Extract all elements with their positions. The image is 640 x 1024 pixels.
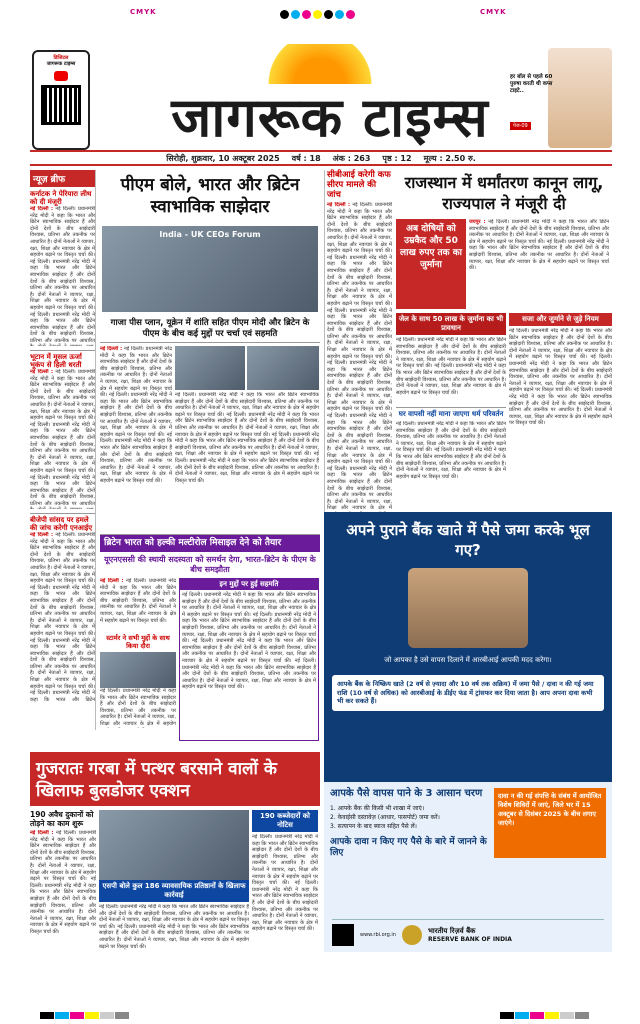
rbi-ad-note: आपके बैंक के निष्क्रिय खाते (2 वर्ष से ज़्यादा और 10 वर्ष तक अक्रिय) में जमा पैसे / दावा न की गई जमा राशि (10 वर्ष से अधिक) को आरबीआई के डीईए फंड में ट्रांसफर कर दिया जाता है। आप अपना दावा कभी भी कर सकते हैं। [332,675,604,711]
rbi-ad-top [324,512,612,782]
masthead-title: जागरूक टाइम्स [171,85,489,149]
brief-body-2: नई दिल्ली : नई दिल्ली। प्रधानमंत्री नरेंद्र मोदी ने कहा कि भारत और ब्रिटेन स्वाभाविक साझेदार हैं और दोनों देशों के बीच साझेदारी विश्वास, प्रतिभा और तकनीक पर आधारित है। दोनों नेताओं ने व्यापार, रक्षा, शिक्षा और नवाचार के क्षेत्र में सहयोग बढ़ाने पर विस्तृत चर्चा की। नई दिल्ली। प्रधानमंत्री नरेंद्र मोदी ने कहा कि भारत और ब्रिटेन स्वाभाविक साझेदार हैं और दोनों देशों के बीच साझेदारी विश्वास, प्रतिभा और तकनीक पर आधारित है। दोनों नेताओं ने व्यापार, रक्षा, शिक्षा और नवाचार के क्षेत्र में सहयोग बढ़ाने पर विस्तृत चर्चा की। नई दिल्ली। प्रधानमंत्री नरेंद्र मोदी ने कहा कि भारत और ब्रिटेन स्वाभाविक साझेदार हैं और दोनों देशों के बीच साझेदारी विश्वास, प्रतिभा और तकनीक पर आधारित [30,369,95,507]
garba-notice-body: नई दिल्ली। प्रधानमंत्री नरेंद्र मोदी ने कहा कि भारत और ब्रिटेन स्वाभाविक साझेदार हैं और दोनों देशों के बीच साझेदारी विश्वास, प्रतिभा और तकनीक पर आधारित है। दोनों नेताओं ने व्यापार, रक्षा, शिक्षा और नवाचार के क्षेत्र में सहयोग बढ़ाने पर विस्तृत चर्चा की। नई दिल्ली। प्रधानमंत्री नरेंद्र मोदी ने कहा कि भारत और ब्रिटेन स्वाभाविक साझेदार हैं और दोनों देशों के बीच साझेदारी विश्वास, प्रतिभा और तकनीक पर आधारित है। दोनों नेताओं ने व्यापार, रक्षा, शिक्षा और नवाचार के क्षेत्र में सहयोग बढ़ाने पर विस्तृत चर्चा की। [252,834,318,933]
rajasthan-highlight: अब दोषियों को उम्रकैद और 50 लाख रुपए तक का जुर्माना [396,219,466,309]
dateline-year: वर्ष : 18 [291,153,321,163]
youtube-icon [54,71,68,81]
rajasthan-box1-body: नई दिल्ली। प्रधानमंत्री नरेंद्र मोदी ने कहा कि भारत और ब्रिटेन स्वाभाविक साझेदार हैं और दोनों देशों के बीच साझेदारी विश्वास, प्रतिभा और तकनीक पर आधारित है। दोनों नेताओं ने व्यापार, रक्षा, शिक्षा और नवाचार के क्षेत्र में सहयोग बढ़ाने पर विस्तृत चर्चा की। नई दिल्ली। प्रधानमंत्री नरेंद्र मोदी ने कहा कि भारत और ब्रिटेन स्वाभाविक साझेदार हैं और दोनों देशों के बीच साझेदारी विश्वास, प्रतिभा और तकनीक पर आधारित है। दोनों नेताओं ने व्यापार, रक्षा, शिक्षा और नवाचार के क्षेत्र में सहयोग बढ़ाने पर विस्तृत चर्चा की। [396,337,506,396]
rbi-ad-question: अपने पुराने बैंक खाते में पैसे जमा करके भूल गए? [346,521,590,559]
rajasthan-box2-body: नई दिल्ली। प्रधानमंत्री नरेंद्र मोदी ने कहा कि भारत और ब्रिटेन स्वाभाविक साझेदार हैं और दोनों देशों के बीच साझेदारी विश्वास, प्रतिभा और तकनीक पर आधारित है। दोनों नेताओं ने व्यापार, रक्षा, शिक्षा और नवाचार के क्षेत्र में सहयोग बढ़ाने पर विस्तृत चर्चा की। नई दिल्ली। प्रधानमंत्री नरेंद्र मोदी ने कहा कि भारत और ब्रिटेन स्वाभाविक साझेदार हैं और दोनों देशों के बीच साझेदारी विश्वास, प्रतिभा और तकनीक पर आधारित है। दोनों नेताओं ने व्यापार, रक्षा, शिक्षा और नवाचार के क्षेत्र में सहयोग बढ़ाने पर विस्तृत चर्चा की। [396,421,506,480]
rajasthan-box2-title: घर वापसी नहीं माना जाएगा धर्म परिवर्तन [396,407,506,421]
missile-body: नई दिल्ली : नई दिल्ली। प्रधानमंत्री नरेंद्र मोदी ने कहा कि भारत और ब्रिटेन स्वाभाविक साझेदार हैं और दोनों देशों के बीच साझेदारी विश्वास, प्रतिभा और तकनीक पर आधारित है। दोनों नेताओं ने व्यापार, रक्षा, शिक्षा और नवाचार के क्षेत्र में सहयोग बढ़ाने पर विस्तृत चर्चा की। [100,578,176,624]
missile-subhead: यूएनएससी की स्थायी सदस्यता को समर्थन देगा, भारत-ब्रिटेन के पीएम के बीच समझौता [104,555,316,574]
rbi-udgam-title: आपके दावा न किए गए पैसे के बारे में जानने के लिए [330,837,487,858]
lead-body-col2: नई दिल्ली। प्रधानमंत्री नरेंद्र मोदी ने कहा कि भारत और ब्रिटेन स्वाभाविक साझेदार हैं और दोनों देशों के बीच साझेदारी विश्वास, प्रतिभा और तकनीक पर आधारित है। दोनों नेताओं ने व्यापार, रक्षा, शिक्षा और नवाचार के क्षेत्र में सहयोग बढ़ाने पर विस्तृत चर्चा की। नई दिल्ली। प्रधानमंत्री नरेंद्र मोदी ने कहा कि भारत और ब्रिटेन स्वाभाविक साझेदार हैं और दोनों देशों के बीच साझेदारी विश्वास, प्रतिभा और तकनीक पर आधारित है। दोनों नेताओं ने व्यापार, रक्षा, शिक्षा और नवाचार के क्षेत्र में सहयोग बढ़ाने पर विस्तृत चर्चा की। नई दिल्ली। प्रधानमंत्री नरेंद्र मोदी ने कहा कि भारत और ब्रिटेन स्वाभाविक साझेदार हैं और दोनों देशों के बीच साझेदारी विश्वास, प्रतिभा और तकनीक पर आधारित है। दोनों नेताओं ने व्यापार, रक्षा, शिक्षा और नवाचार के क्षेत्र में सहयोग बढ़ाने पर विस्तृत चर्चा की। नई दिल्ली। प्रधानमंत्री नरेंद्र मोदी ने कहा कि भारत और ब्रिटेन स्वाभाविक साझेदार हैं और दोनों देशों के बीच साझेदारी विश्वास, प्रतिभा और तकनीक पर आधारित है। दोनों नेताओं ने व्यापार, रक्षा, शिक्षा और नवाचार के क्षेत्र में सहयोग बढ़ाने पर विस्तृत चर्चा की। [175,392,319,484]
qr-panel [32,50,90,150]
rbi-qr-icon [332,924,354,946]
rbi-step-2: 2. केवाईसी दस्तावेज़ (आधार, पासपोर्ट) जमा करें। [330,814,440,821]
rbi-name-en: RESERVE BANK OF INDIA [427,936,512,943]
lead-subhead: गाजा पीस प्लान, यूक्रेन में शांति सहित पीएम मोदी और ब्रिटेन के पीएम के बीच कई मुद्दों पर चर्चा एवं सहमति [100,316,320,343]
brief-body-1: नई दिल्ली : नई दिल्ली। प्रधानमंत्री नरेंद्र मोदी ने कहा कि भारत और ब्रिटेन स्वाभाविक साझेदार हैं और दोनों देशों के बीच साझेदारी विश्वास, प्रतिभा और तकनीक पर आधारित है। दोनों नेताओं ने व्यापार, रक्षा, शिक्षा और नवाचार के क्षेत्र में सहयोग बढ़ाने पर विस्तृत चर्चा की। नई दिल्ली। प्रधानमंत्री नरेंद्र मोदी ने कहा कि भारत और ब्रिटेन स्वाभाविक साझेदार हैं और दोनों देशों के बीच साझेदारी विश्वास, प्रतिभा और तकनीक पर आधारित है। दोनों नेताओं ने व्यापार, रक्षा, शिक्षा और नवाचार के क्षेत्र में सहयोग बढ़ाने पर विस्तृत चर्चा की। नई दिल्ली। प्रधानमंत्री नरेंद्र मोदी ने कहा कि भारत और ब्रिटेन स्वाभाविक साझेदार हैं और दोनों देशों के बीच साझेदारी विश्वास, प्रतिभा और तकनीक पर आधारित [30,206,95,344]
qr-code-icon [41,85,81,125]
lead-story [100,170,320,530]
color-dots-top [280,4,357,23]
rbi-step-1: 1. आपके बैंक की किसी भी शाखा में जाएं। [330,805,425,812]
side-promo-photo [548,48,612,148]
garba-story [30,752,320,972]
dateline-issue: अंक : 263 [332,153,371,163]
lead-body-col1: नई दिल्ली : नई दिल्ली। प्रधानमंत्री नरेंद्र मोदी ने कहा कि भारत और ब्रिटेन स्वाभाविक साझेदार हैं और दोनों देशों के बीच साझेदारी विश्वास, प्रतिभा और तकनीक पर आधारित है। दोनों नेताओं ने व्यापार, रक्षा, शिक्षा और नवाचार के क्षेत्र में सहयोग बढ़ाने पर विस्तृत चर्चा की। नई दिल्ली। प्रधानमंत्री नरेंद्र मोदी ने कहा कि भारत और ब्रिटेन स्वाभाविक साझेदार हैं और दोनों देशों के बीच साझेदारी विश्वास, प्रतिभा और तकनीक पर आधारित है। दोनों नेताओं ने व्यापार, रक्षा, शिक्षा और नवाचार के क्षेत्र में सहयोग बढ़ाने पर विस्तृत चर्चा की। नई दिल्ली। प्रधानमंत्री नरेंद्र मोदी ने कहा कि भारत और ब्रिटेन स्वाभाविक साझेदार हैं और दोनों देशों के बीच साझेदारी विश्वास, प्रतिभा और तकनीक पर आधारित है। दोनों नेताओं ने व्यापार, रक्षा, शिक्षा और नवाचार के क्षेत्र में सहयोग बढ़ाने पर विस्तृत चर्चा की। [100,346,172,484]
rajasthan-title: राजस्थान में धर्मांतरण कानून लागू, राज्यपाल ने मंजूरी दी [404,173,604,213]
color-bar-right [500,1004,590,1023]
rbi-name: भारतीय रिज़र्व बैंक [427,927,476,935]
lead-photo-caption: India - UK CEOs Forum [159,230,261,239]
rbi-ad-sub: जो आपका है उसे वापस दिलाने में आरबीआई आपकी मदद करेगा। [384,656,552,664]
brief-body-3: नई दिल्ली : नई दिल्ली। प्रधानमंत्री नरेंद्र मोदी ने कहा कि भारत और ब्रिटेन स्वाभाविक साझेदार हैं और दोनों देशों के बीच साझेदारी विश्वास, प्रतिभा और तकनीक पर आधारित है। दोनों नेताओं ने व्यापार, रक्षा, शिक्षा और नवाचार के क्षेत्र में सहयोग बढ़ाने पर विस्तृत चर्चा की। नई दिल्ली। प्रधानमंत्री नरेंद्र मोदी ने कहा कि भारत और ब्रिटेन स्वाभाविक साझेदार हैं और दोनों देशों के बीच साझेदारी विश्वास, प्रतिभा और तकनीक पर आधारित है। दोनों नेताओं ने व्यापार, रक्षा, शिक्षा और नवाचार के क्षेत्र में सहयोग बढ़ाने पर विस्तृत चर्चा की। नई दिल्ली। प्रधानमंत्री नरेंद्र मोदी ने कहा कि भारत और ब्रिटेन स्वाभाविक साझेदार हैं और दोनों देशों के बीच साझेदारी विश्वास, प्रतिभा और तकनीक पर आधारित है। दोनों नेताओं ने व्यापार, रक्षा, शिक्षा और नवाचार के क्षेत्र में सहयोग बढ़ाने पर विस्तृत चर्चा की। नई दिल्ली। प्रधानमंत्री नरेंद्र मोदी ने कहा कि भारत और ब्रिटेन [30,532,95,702]
garba-notice-title: 190 कब्जेदारों को नोटिस [252,810,318,832]
missile-body-2: नई दिल्ली। प्रधानमंत्री नरेंद्र मोदी ने कहा कि भारत और ब्रिटेन स्वाभाविक साझेदार हैं और दोनों देशों के बीच साझेदारी विश्वास, प्रतिभा और तकनीक पर आधारित है। दोनों नेताओं ने व्यापार, रक्षा, शिक्षा और नवाचार के क्षेत्र में सहयोग [100,688,176,727]
cbi-body: नई दिल्ली : नई दिल्ली। प्रधानमंत्री नरेंद्र मोदी ने कहा कि भारत और ब्रिटेन स्वाभाविक साझेदार हैं और दोनों देशों के बीच साझेदारी विश्वास, प्रतिभा और तकनीक पर आधारित है। दोनों नेताओं ने व्यापार, रक्षा, शिक्षा और नवाचार के क्षेत्र में सहयोग बढ़ाने पर विस्तृत चर्चा की। नई दिल्ली। प्रधानमंत्री नरेंद्र मोदी ने कहा कि भारत और ब्रिटेन स्वाभाविक साझेदार हैं और दोनों देशों के बीच साझेदारी विश्वास, प्रतिभा और तकनीक पर आधारित है। दोनों नेताओं ने व्यापार, रक्षा, शिक्षा और नवाचार के क्षेत्र में सहयोग बढ़ाने पर विस्तृत चर्चा की। नई दिल्ली। प्रधानमंत्री नरेंद्र मोदी ने कहा कि भारत और ब्रिटेन स्वाभाविक साझेदार हैं और दोनों देशों के बीच साझेदारी विश्वास, प्रतिभा और तकनीक पर आधारित है। दोनों नेताओं ने व्यापार, रक्षा, शिक्षा और नवाचार के क्षेत्र में सहयोग बढ़ाने पर विस्तृत चर्चा की। नई दिल्ली। प्रधानमंत्री नरेंद्र मोदी ने कहा कि भारत और ब्रिटेन स्वाभाविक साझेदार हैं और दोनों देशों के बीच साझेदारी विश्वास, प्रतिभा और तकनीक पर आधारित है। दोनों नेताओं ने व्यापार, रक्षा, शिक्षा और नवाचार के क्षेत्र में सहयोग बढ़ाने पर विस्तृत चर्चा की। नई दिल्ली। प्रधानमंत्री नरेंद्र मोदी ने कहा कि भारत और ब्रिटेन स्वाभाविक साझेदार हैं और दोनों देशों के बीच साझेदारी विश्वास, प्रतिभा और तकनीक पर आधारित है। दोनों नेताओं ने व्यापार, रक्षा, शिक्षा और नवाचार के क्षेत्र में सहयोग बढ़ाने पर विस्तृत चर्चा की। नई दिल्ली। प्रधानमंत्री नरेंद्र मोदी ने कहा कि भारत और ब्रिटेन स्वाभाविक साझेदार हैं और दोनों देशों के बीच साझेदारी विश्वास, प्रतिभा और तकनीक पर आधारित है। दोनों नेताओं ने व्यापार, रक्षा, शिक्षा और नवाचार के क्षेत्र में [327,202,392,512]
rbi-camp-box: दावा न की गई संपत्ति के संबंध में आयोजित विशेष शिविरों में जाएं, जिले भर में 15 अक्टूबर से दिसंबर 2025 के बीच लगाए जाएंगे। [494,788,606,858]
lead-photo [102,226,318,312]
rajasthan-box3-body: नई दिल्ली। प्रधानमंत्री नरेंद्र मोदी ने कहा कि भारत और ब्रिटेन स्वाभाविक साझेदार हैं और दोनों देशों के बीच साझेदारी विश्वास, प्रतिभा और तकनीक पर आधारित है। दोनों नेताओं ने व्यापार, रक्षा, शिक्षा और नवाचार के क्षेत्र में सहयोग बढ़ाने पर विस्तृत चर्चा की। नई दिल्ली। प्रधानमंत्री नरेंद्र मोदी ने कहा कि भारत और ब्रिटेन स्वाभाविक साझेदार हैं और दोनों देशों के बीच साझेदारी विश्वास, प्रतिभा और तकनीक पर आधारित है। दोनों नेताओं ने व्यापार, रक्षा, शिक्षा और नवाचार के क्षेत्र में सहयोग बढ़ाने पर विस्तृत चर्चा की। नई दिल्ली। प्रधानमंत्री नरेंद्र मोदी ने कहा कि भारत और ब्रिटेन स्वाभाविक साझेदार हैं और दोनों देशों के बीच साझेदारी विश्वास, प्रतिभा और तकनीक पर आधारित है। दोनों नेताओं ने व्यापार, रक्षा, शिक्षा और नवाचार के क्षेत्र में सहयोग बढ़ाने पर विस्तृत चर्चा की। [509,328,612,427]
lead-photo-3 [247,346,319,390]
garba-side-title: 190 अवैध दुकानों को तोड़ने का काम शुरू [30,810,94,828]
rbi-seal-icon [402,925,422,945]
news-brief-label: न्यूज़ ब्रीफ [30,170,95,187]
brief-title-2: भूटान में मूसल ऊर्जा भूकंप से हिली धरती [30,350,95,369]
side-promo-text: हर बॉल से पहले 60 पुरुषा करती थी कप्स टाइटे.. [510,74,553,94]
cmyk-mark-right: CMYK [480,8,507,16]
missile-points-title: इन मुद्दों पर हुई सहमति [180,579,318,590]
garba-side-body: नई दिल्ली : नई दिल्ली। प्रधानमंत्री नरेंद्र मोदी ने कहा कि भारत और ब्रिटेन स्वाभाविक साझेदार हैं और दोनों देशों के बीच साझेदारी विश्वास, प्रतिभा और तकनीक पर आधारित है। दोनों नेताओं ने व्यापार, रक्षा, शिक्षा और नवाचार के क्षेत्र में सहयोग बढ़ाने पर विस्तृत चर्चा की। नई दिल्ली। प्रधानमंत्री नरेंद्र मोदी ने कहा कि भारत और ब्रिटेन स्वाभाविक साझेदार हैं और दोनों देशों के बीच साझेदारी विश्वास, प्रतिभा और तकनीक पर आधारित है। दोनों नेताओं ने व्यापार, रक्षा, शिक्षा और नवाचार के क्षेत्र में सहयोग बढ़ाने पर विस्तृत चर्चा की। [30,830,96,935]
lead-title: पीएम बोले, भारत और ब्रिटेन स्वाभाविक साझेदार [120,175,300,217]
rajasthan-body: जयपुर : नई दिल्ली। प्रधानमंत्री नरेंद्र मोदी ने कहा कि भारत और ब्रिटेन स्वाभाविक साझेदार हैं और दोनों देशों के बीच साझेदारी विश्वास, प्रतिभा और तकनीक पर आधारित है। दोनों नेताओं ने व्यापार, रक्षा, शिक्षा और नवाचार के क्षेत्र में सहयोग बढ़ाने पर विस्तृत चर्चा की। नई दिल्ली। प्रधानमंत्री नरेंद्र मोदी ने कहा कि भारत और ब्रिटेन स्वाभाविक साझेदार हैं और दोनों देशों के बीच साझेदारी विश्वास, प्रतिभा और तकनीक पर आधारित है। दोनों नेताओं ने व्यापार, रक्षा, शिक्षा और नवाचार के क्षेत्र में सहयोग बढ़ाने पर विस्तृत चर्चा की। [469,219,609,272]
lead-photo-2 [175,346,245,390]
missile-band: ब्रिटेन भारत को हल्की मल्टीरोल मिसाइल देने को तैयार [100,535,320,552]
missile-points-body: नई दिल्ली। प्रधानमंत्री नरेंद्र मोदी ने कहा कि भारत और ब्रिटेन स्वाभाविक साझेदार हैं और दोनों देशों के बीच साझेदारी विश्वास, प्रतिभा और तकनीक पर आधारित है। दोनों नेताओं ने व्यापार, रक्षा, शिक्षा और नवाचार के क्षेत्र में सहयोग बढ़ाने पर विस्तृत चर्चा की। नई दिल्ली। प्रधानमंत्री नरेंद्र मोदी ने कहा कि भारत और ब्रिटेन स्वाभाविक साझेदार हैं और दोनों देशों के बीच साझेदारी विश्वास, प्रतिभा और तकनीक पर आधारित है। दोनों नेताओं ने व्यापार, रक्षा, शिक्षा और नवाचार के क्षेत्र में सहयोग बढ़ाने पर विस्तृत चर्चा की। नई दिल्ली। प्रधानमंत्री नरेंद्र मोदी ने कहा कि भारत और ब्रिटेन स्वाभाविक साझेदार हैं और दोनों देशों के बीच साझेदारी विश्वास, प्रतिभा और तकनीक पर आधारित है। दोनों नेताओं ने व्यापार, रक्षा, शिक्षा और नवाचार के क्षेत्र में सहयोग बढ़ाने पर विस्तृत चर्चा की। नई दिल्ली। प्रधानमंत्री नरेंद्र मोदी ने कहा कि भारत और ब्रिटेन स्वाभाविक साझेदार हैं और दोनों देशों के बीच साझेदारी विश्वास, प्रतिभा और तकनीक पर आधारित है। दोनों नेताओं ने व्यापार, रक्षा, शिक्षा और नवाचार के क्षेत्र में सहयोग बढ़ाने पर विस्तृत चर्चा की। [182,592,317,691]
news-brief-column [30,170,96,730]
missile-photo [100,652,176,688]
rajasthan-story [396,170,612,510]
brief-title-3: बीजेपी सांसद पर हमले की जांच करेगी एनआईए [30,513,95,532]
rbi-site: www.rbi.org.in [360,932,396,938]
rbi-steps-title: आपके पैसे वापस पाने के 3 आसान चरण [330,788,483,799]
rajasthan-box3-title: सजा और जुर्माने से जुड़े नियम [509,313,612,326]
dateline-city: सिरोही, शुक्रवार, 10 अक्टूबर 2025 [166,153,280,163]
dateline-price: मूल्य : 2.50 रु. [423,153,476,163]
dateline-pages: पृष्ठ : 12 [382,153,412,163]
cbi-story [324,170,392,530]
rajasthan-box1-title: जेल के साथ 50 लाख के जुर्माना का भी प्रावधान [396,313,506,335]
missile-story [100,534,320,749]
garba-photo-caption: एसपी बोले कुल 186 व्यावसायिक प्रतिष्ठानों के खिलाफ कार्रवाई [99,880,249,902]
garba-body: नई दिल्ली। प्रधानमंत्री नरेंद्र मोदी ने कहा कि भारत और ब्रिटेन स्वाभाविक साझेदार हैं और दोनों देशों के बीच साझेदारी विश्वास, प्रतिभा और तकनीक पर आधारित है। दोनों नेताओं ने व्यापार, रक्षा, शिक्षा और नवाचार के क्षेत्र में सहयोग बढ़ाने पर विस्तृत चर्चा की। नई दिल्ली। प्रधानमंत्री नरेंद्र मोदी ने कहा कि भारत और ब्रिटेन स्वाभाविक साझेदार हैं और दोनों देशों के बीच साझेदारी विश्वास, प्रतिभा और तकनीक पर आधारित है। दोनों नेताओं ने व्यापार, रक्षा, शिक्षा और नवाचार के क्षेत्र में सहयोग बढ़ाने पर विस्तृत चर्चा की। [99,904,249,950]
missile-side-title: स्टार्मर ने सभी मुद्दों के साथ किया दौरा [106,634,170,650]
qr-label-1: डिजिटल [53,55,69,61]
qr-label-2: जागरूक टाइम्स [46,61,76,67]
side-promo-page: पेज-09 [510,122,531,130]
garba-photo [99,810,249,880]
cmyk-mark-left: CMYK [130,8,157,16]
money-hands-photo [408,568,528,648]
garba-title: गुजरातः गरबा में पत्थर बरसाने वालों के खिलाफ बुलडोजर एक्शन [30,754,320,806]
cbi-title: सीबीआई करेगी कफ सीरप मामले की जांच [327,170,391,200]
color-bar-left [40,1004,130,1023]
rbi-ad-bottom [324,782,612,952]
dateline-bar [30,150,612,166]
brief-title-1: कर्नाटक ने पेरियारा लीथ को दी मंजूरी [30,190,92,206]
rbi-step-3: 3. सत्यापन के बाद ब्याज सहित पैसे लें। [330,823,417,830]
